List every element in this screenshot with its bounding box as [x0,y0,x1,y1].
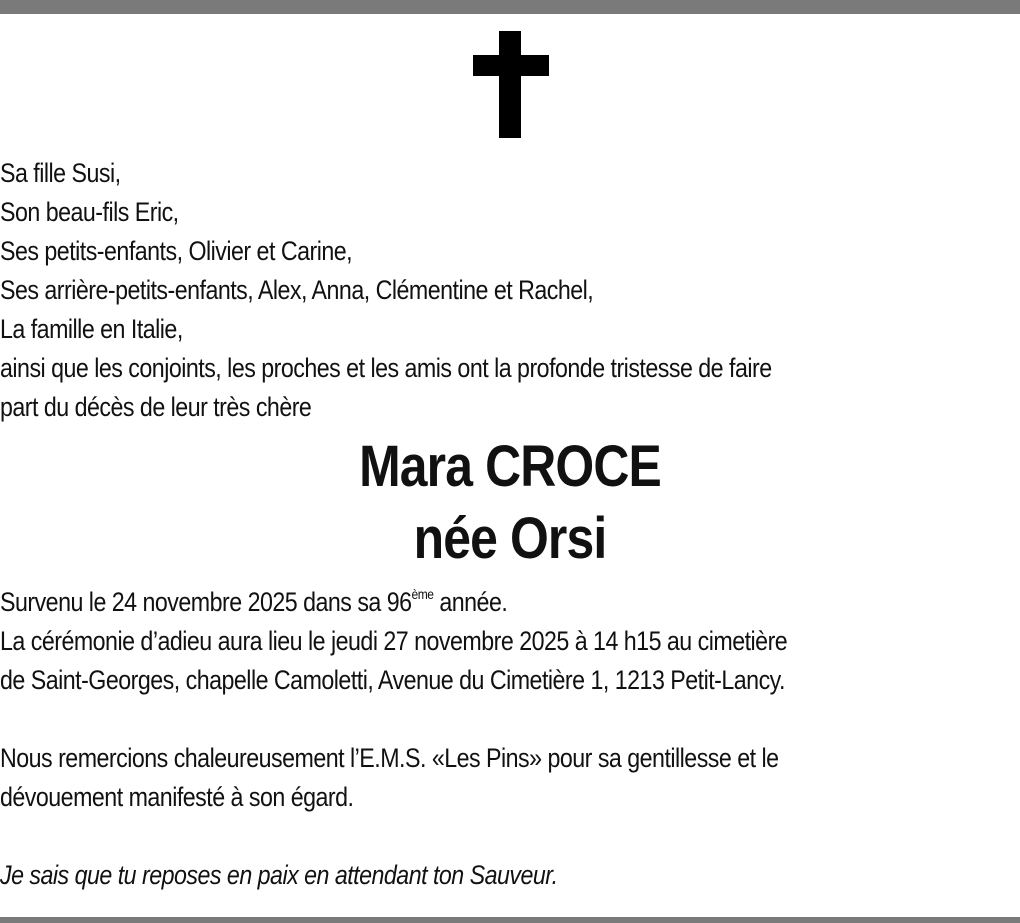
maiden-name: née Orsi [413,506,607,571]
deceased-name-block [0,431,1020,575]
thanks-line: dévouement manifesté à son égard. [0,782,354,812]
ceremony-location-line: de Saint-Georges, chapelle Camoletti, Avenue du Cimetière 1, 1213 Petit-Lancy. [0,665,785,695]
death-details [0,583,1020,700]
thanks-line: Nous remercions chaleureusement l’E.M.S. «Les Pins» pour sa gentillesse et le [0,743,779,773]
deceased-name: Mara CROCE [359,434,661,499]
family-line: part du décès de leur très chère [0,392,312,422]
closing-verse: Je sais que tu reposes en paix en attendant ton Sauveur. [0,860,558,890]
death-date-line: Survenu le 24 novembre 2025 dans sa 96ème année. [0,586,508,617]
ordinal-suffix: ème [411,586,434,602]
cross-icon [473,31,549,138]
family-line: Ses arrière-petits-enfants, Alex, Anna, Clémentine et Rachel, [0,275,594,305]
top-border-rule [0,0,1020,14]
obituary-text [0,154,1020,895]
family-line: La famille en Italie, [0,314,183,344]
family-line: Ses petits-enfants, Olivier et Carine, [0,236,353,266]
thanks-paragraph [0,739,1020,817]
family-line: ainsi que les conjoints, les proches et les amis ont la profonde tristesse de faire [0,353,772,383]
bottom-border-rule [0,917,1020,923]
family-line: Son beau-fils Eric, [0,197,179,227]
ceremony-line: La cérémonie d’adieu aura lieu le jeudi 27 novembre 2025 à 14 h15 au cimetière [0,626,788,656]
family-line: Sa fille Susi, [0,158,121,188]
family-list [0,154,1020,427]
